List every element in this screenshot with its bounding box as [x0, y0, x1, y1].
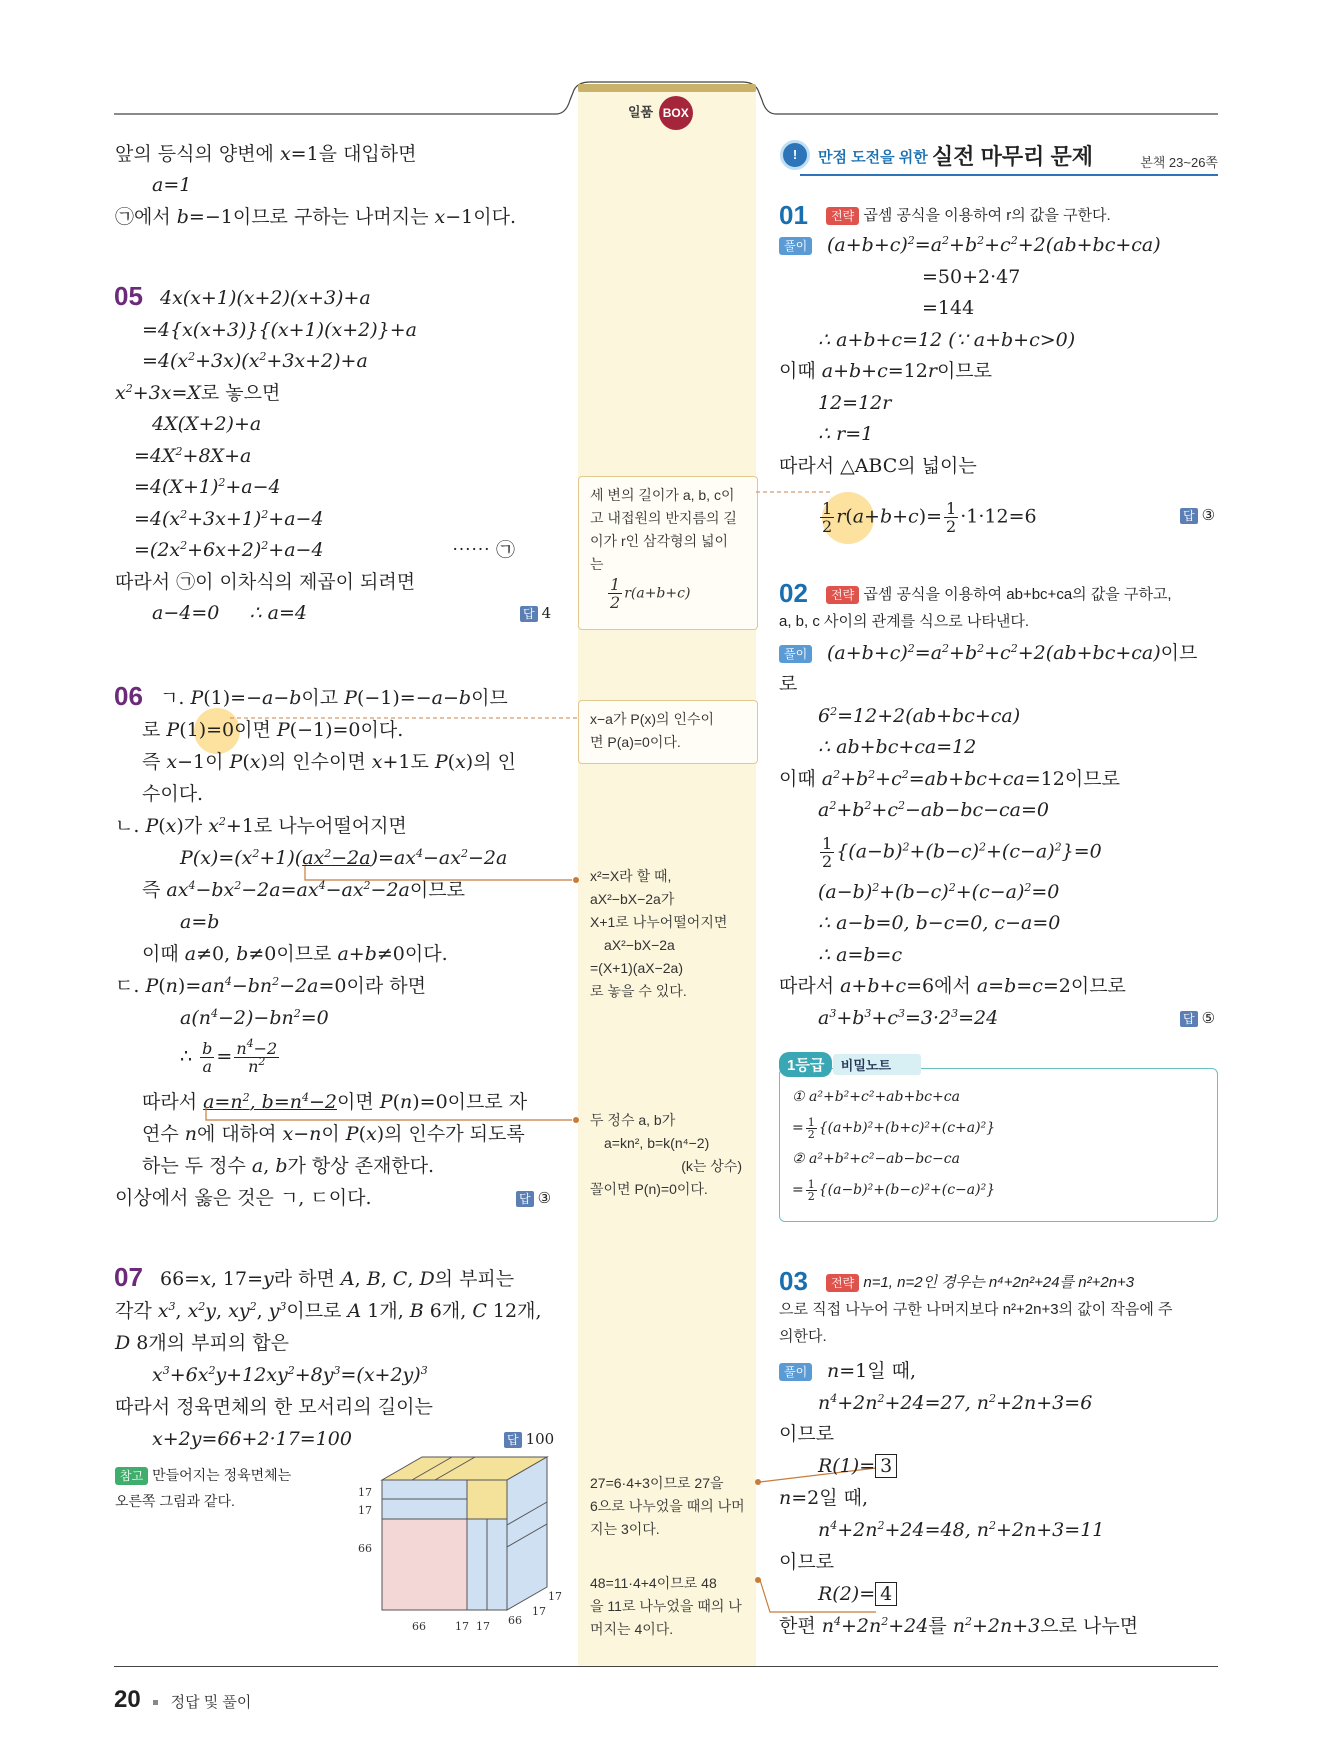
answer-icon: 답	[1180, 508, 1198, 524]
p01-strategy-text: 곱셈 공식을 이용하여 r의 값을 구한다.	[863, 207, 1111, 224]
secret-note-content	[792, 1082, 995, 1206]
secret-badge: 1등급	[779, 1052, 832, 1077]
box-badge: BOX	[659, 96, 693, 130]
p07-line-1: 66=x, 17=y라 하면 A, B, C, D의 부피는	[160, 1268, 515, 1290]
p05-answer: 답 4	[520, 598, 551, 628]
mn6-l1: 48=11·4+4이므로 48	[590, 1575, 717, 1591]
p03-line-7: 이므로	[779, 1551, 835, 1573]
secret-line-2-text: {(a+b)²+(b+c)²+(c+a)²}	[818, 1120, 996, 1136]
section-title-small: 만점 도전을 위한	[818, 149, 928, 166]
p01-answer: 답 ③	[1180, 500, 1215, 530]
p05-line-4: $x^2+3x=X$로 놓으면	[115, 382, 281, 404]
mn3-l1: x²=X라 할 때,	[590, 868, 672, 884]
solution-tag: 풀이	[779, 1363, 812, 1381]
p03-line-4: R(1)= 3	[818, 1451, 897, 1481]
mn1-frac-n: 1	[610, 575, 621, 594]
mn1-l2: 고 내접원의 반지름의 길	[590, 510, 737, 526]
p05-line-11: a−4=0 ∴ a=4	[152, 602, 308, 624]
mn6-l3: 머지는 4이다.	[590, 1621, 674, 1637]
p02-line-6: $a^2+b^2+c^2-ab-bc-ca=0$	[818, 799, 1050, 821]
p05-line-6: $=4X^2+8X+a$	[134, 445, 252, 467]
p07-line-2: 각각 $x^3$, $x^2y$, $xy^2$, $y^3$이므로 A 1개, B 6개, C 12개,	[115, 1300, 542, 1322]
mn1-l3: 이가 r인 삼각형의 넓이	[590, 533, 729, 549]
mn4-l3: (k는 상수)	[681, 1158, 742, 1174]
intro-line-3: ㉠에서 b=−1이므로 구하는 나머지는 x−1이다.	[115, 206, 516, 228]
p06-line-2: 로 P(1)=0이면 P(−1)=0이다.	[142, 719, 404, 741]
answer-icon: 답	[504, 1432, 522, 1448]
problem-03-number: 03	[779, 1266, 808, 1296]
secret-line-4-text: {(a−b)²+(b−c)²+(c−a)²}	[818, 1182, 996, 1198]
p03-line-8: R(2)= 4	[818, 1579, 897, 1609]
answer-box-1: 3	[875, 1454, 897, 1478]
p05-line-8: $=4(x^2+3x+1)^2+a-4$	[134, 508, 324, 530]
p07-line-6: x+2y=66+2·17=100	[152, 1428, 352, 1450]
answer-box-2: 4	[875, 1582, 897, 1606]
mn2-l1: x−a가 P(x)의 인수이	[590, 711, 715, 727]
mn2-l2: 면 P(a)=0이다.	[590, 734, 681, 750]
cube-label-1: 17	[358, 1486, 372, 1499]
problem-01-number: 01	[779, 200, 808, 230]
p06-line-7: 즉 $ax^4-bx^2-2a=ax^4-ax^2-2a$이므로	[142, 879, 465, 901]
p07-line-5: 따라서 정육면체의 한 모서리의 길이는	[115, 1396, 433, 1418]
box-label-text: 일품	[628, 104, 654, 120]
mn5-l2: 6으로 나누었을 때의 나머	[590, 1498, 745, 1514]
mn3-l3: X+1로 나누어떨어지면	[590, 914, 728, 930]
p03-strategy-2: 으로 직접 나누어 구한 나머지보다 n²+2n+3의 값이 작음에 주	[779, 1301, 1173, 1318]
section-title: 실전 마무리 문제	[932, 144, 1093, 169]
p06-line-8: a=b	[180, 911, 220, 933]
p01-line-8: 따라서 △ABC의 넓이는	[779, 455, 977, 477]
secret-title: 비밀노트	[833, 1054, 921, 1075]
p06-line-11: $a(n^4-2)-bn^2=0$	[180, 1007, 329, 1029]
mn1-frac-tail: r(a+b+c)	[624, 585, 691, 602]
mn4-l1: 두 정수 a, b가	[590, 1112, 676, 1128]
strategy-tag: 전략	[826, 1274, 859, 1292]
p03-line-9: 한편 $n^4+2n^2+24$를 $n^2+2n+3$으로 나누면	[779, 1615, 1139, 1637]
mn5-l3: 지는 3이다.	[590, 1521, 660, 1537]
cube-label-4: 17	[548, 1590, 562, 1603]
p03-strategy-text: n=1, n=2인 경우는 n⁴+2n²+24를 n²+2n+3	[863, 1274, 1135, 1291]
problem-06-number: 06	[114, 681, 143, 711]
note-line-1: 만들어지는 정육면체는	[152, 1467, 292, 1483]
p06-line-12: ∴ $\frac{b}{a}$ = $\frac{n^4-2}{n^2}$	[180, 1037, 278, 1076]
footer-rule	[114, 1666, 1218, 1667]
p03-line-3: 이므로	[779, 1423, 835, 1445]
p02-answer: 답 ⑤	[1180, 1003, 1215, 1033]
note-line-2: 오른쪽 그림과 같다.	[115, 1493, 235, 1509]
cube-label-2: 17	[358, 1504, 372, 1517]
p02-line-9: ∴ a−b=0, b−c=0, c−a=0	[818, 912, 1061, 934]
p02-line-2: 로	[779, 673, 798, 695]
cube-label-9: 17	[476, 1620, 490, 1632]
p02-line-11: 따라서 a+b+c=6에서 a=b=c=2이므로	[779, 975, 1126, 997]
p06-line-9: 이때 a≠0, b≠0이므로 a+b≠0이다.	[142, 943, 448, 965]
secret-note-header	[779, 1052, 921, 1077]
cube-label-6: 66	[508, 1614, 522, 1627]
p05-marker: ⋯⋯ ㉠	[452, 539, 516, 561]
p05-line-9: $=(2x^2+6x+2)^2+a-4$	[134, 539, 324, 561]
section-icon: !	[780, 140, 810, 170]
p01-sol-tag-row	[779, 230, 812, 260]
p05-line-5: 4X(X+2)+a	[152, 413, 262, 435]
problem-02-number: 02	[779, 578, 808, 608]
secret-line-2: = $\frac{1}{2}$ {(a+b)²+(b+c)²+(c+a)²}	[792, 1115, 996, 1141]
intro-line-1: 앞의 등식의 양변에 x=1을 대입하면	[115, 143, 417, 165]
p05-line-7: $=4(X+1)^2+a-4$	[134, 476, 281, 498]
secret-line-3: ② a²+b²+c²−ab−bc−ca	[792, 1151, 960, 1167]
p06-line-5: ㄴ. P(x)가 $x^2+1$로 나누어떨어지면	[115, 815, 407, 837]
section-pages: 본책 23~26쪽	[1140, 155, 1218, 170]
solution-tag: 풀이	[779, 237, 812, 255]
p05-line-1: 4x(x+1)(x+2)(x+3)+a	[160, 287, 371, 309]
p03-strategy	[826, 1268, 1134, 1298]
secret-line-4: = $\frac{1}{2}$ {(a−b)²+(b−c)²+(c−a)²}	[792, 1177, 996, 1203]
p02-line-3: $6^2=12+2(ab+bc+ca)$	[818, 705, 1021, 727]
p05-line-10: 따라서 ㉠이 이차식의 제곱이 되려면	[115, 571, 416, 593]
p02-line-7: $\frac{1}{2}$ $\{(a-b)^2+(b-c)^2+(c-a)^2\}=0$	[822, 834, 1102, 871]
p02-line-1: $(a+b+c)^2=a^2+b^2+c^2+2(ab+bc+ca)$이므	[827, 642, 1198, 664]
p02-line-10: ∴ a=b=c	[818, 944, 903, 966]
mn1-frac-d: 2	[610, 593, 621, 612]
p02-strategy	[826, 580, 1172, 610]
p03-line-6: $n^4+2n^2+24=48$, $n^2+2n+3=11$	[818, 1519, 1105, 1541]
p07-answer: 답 100	[504, 1424, 554, 1454]
p01-line-7: ∴ r=1	[818, 423, 874, 445]
mn6-l2: 을 11로 나누었을 때의 나	[590, 1598, 742, 1614]
p05-line-2: =4{x(x+3)}{(x+1)(x+2)}+a	[142, 319, 417, 341]
p06-line-6: $P(x)=(x^2+1)(ax^2-2a)=ax^4-ax^2-2a$	[180, 847, 508, 869]
strategy-tag: 전략	[826, 586, 859, 604]
p03-line-2: $n^4+2n^2+24=27$, $n^2+2n+3=6$	[818, 1392, 1093, 1414]
p01-strategy	[826, 201, 1111, 231]
mn3-l5: =(X+1)(aX−2a)	[590, 960, 683, 976]
p06-answer: 답 ③	[516, 1183, 551, 1213]
p02-line-5: 이때 $a^2+b^2+c^2=ab+bc+ca=12$이므로	[779, 768, 1120, 790]
problem-05-number: 05	[114, 281, 143, 311]
p07-line-3: D 8개의 부피의 합은	[115, 1332, 289, 1354]
p06-line-14: 연수 n에 대하여 x−n이 P(x)의 인수가 되도록	[142, 1123, 525, 1145]
answer-icon: 답	[516, 1191, 534, 1207]
p03-sol-tag-row	[779, 1356, 812, 1386]
p02-line-8: $(a-b)^2+(b-c)^2+(c-a)^2=0$	[818, 881, 1060, 903]
p01-line-6: 12=12r	[818, 392, 892, 414]
mn1-l4: 는	[590, 556, 604, 572]
p06-line-15: 하는 두 정수 a, b가 항상 존재한다.	[142, 1155, 435, 1177]
p02-line-4: ∴ ab+bc+ca=12	[818, 736, 977, 758]
mn1-l1: 세 변의 길이가 a, b, c이	[590, 487, 735, 503]
cube-label-5: 17	[532, 1605, 546, 1618]
p01-line-1: $(a+b+c)^2=a^2+b^2+c^2+2(ab+bc+ca)$	[827, 234, 1161, 256]
secret-line-1: ① a²+b²+c²+ab+bc+ca	[792, 1089, 960, 1105]
cube-label-7: 66	[412, 1620, 426, 1632]
solution-tag: 풀이	[779, 645, 812, 663]
mn4-l2: a=kn², b=k(n⁴−2)	[604, 1135, 710, 1151]
p01-line-3: =144	[922, 297, 975, 319]
p06-line-16: 이상에서 옳은 것은 ㄱ, ㄷ이다.	[115, 1187, 372, 1209]
p03-line-5: n=2일 때,	[779, 1487, 869, 1509]
p02-line-12: $a^3+b^3+c^3=3\cdot 2^3=24$	[818, 1007, 999, 1029]
note-tag: 참고	[115, 1467, 148, 1485]
footer	[114, 1686, 251, 1714]
p03-strategy-3: 의한다.	[779, 1328, 827, 1345]
cube-label-8: 17	[455, 1620, 469, 1632]
p01-line-5: 이때 a+b+c=12r이므로	[779, 360, 992, 382]
mn3-l6: 로 놓을 수 있다.	[590, 983, 687, 999]
p06-line-3: 즉 x−1이 P(x)의 인수이면 x+1도 P(x)의 인	[142, 751, 516, 773]
cube-label-3: 66	[358, 1542, 372, 1555]
p02-sol-tag-row	[779, 638, 812, 668]
strategy-tag: 전략	[826, 207, 859, 225]
p05-line-3: $=4(x^2+3x)(x^2+3x+2)+a$	[142, 350, 368, 372]
p06-line-4: 수이다.	[142, 783, 204, 805]
p03-line-1: n=1일 때,	[827, 1360, 917, 1382]
problem-07-number: 07	[114, 1262, 143, 1292]
intro-line-2: a=1	[152, 174, 192, 196]
mn4-l4: 꼴이면 P(n)=0이다.	[590, 1181, 708, 1197]
page-number: 20	[114, 1686, 141, 1713]
p01-line-4: ∴ a+b+c=12 (∵ a+b+c>0)	[818, 329, 1076, 351]
answer-icon: 답	[520, 606, 538, 622]
mn3-l4: aX²−bX−2a	[604, 937, 675, 953]
footer-label: 정답 및 풀이	[170, 1694, 252, 1711]
p02-strategy-2: a, b, c 사이의 관계를 식으로 나타낸다.	[779, 613, 1030, 630]
p01-line-9: $\frac{1}{2}$ r(a+b+c)= $\frac{1}{2}$ ·1·12=6	[822, 499, 1037, 536]
p02-strategy-text: 곱셈 공식을 이용하여 ab+bc+ca의 값을 구하고,	[863, 586, 1172, 603]
footer-dot	[153, 1700, 158, 1705]
answer-icon: 답	[1180, 1011, 1198, 1027]
mn3-l2: aX²−bX−2a가	[590, 891, 675, 907]
p06-line-1: ㄱ. P(1)=−a−b이고 P(−1)=−a−b이므	[160, 687, 508, 709]
p07-line-4: $x^3+6x^2y+12xy^2+8y^3=(x+2y)^3$	[152, 1364, 428, 1386]
mn5-l1: 27=6·4+3이므로 27을	[590, 1475, 724, 1491]
p06-line-13: 따라서 $a=n^2$, $b=n^4-2$이면 P(n)=0이므로 자	[142, 1091, 528, 1113]
p01-line-2: =50+2·47	[922, 266, 1021, 288]
p06-line-10: ㄷ. $P(n)=an^4-bn^2-2a=0$이라 하면	[115, 975, 426, 997]
